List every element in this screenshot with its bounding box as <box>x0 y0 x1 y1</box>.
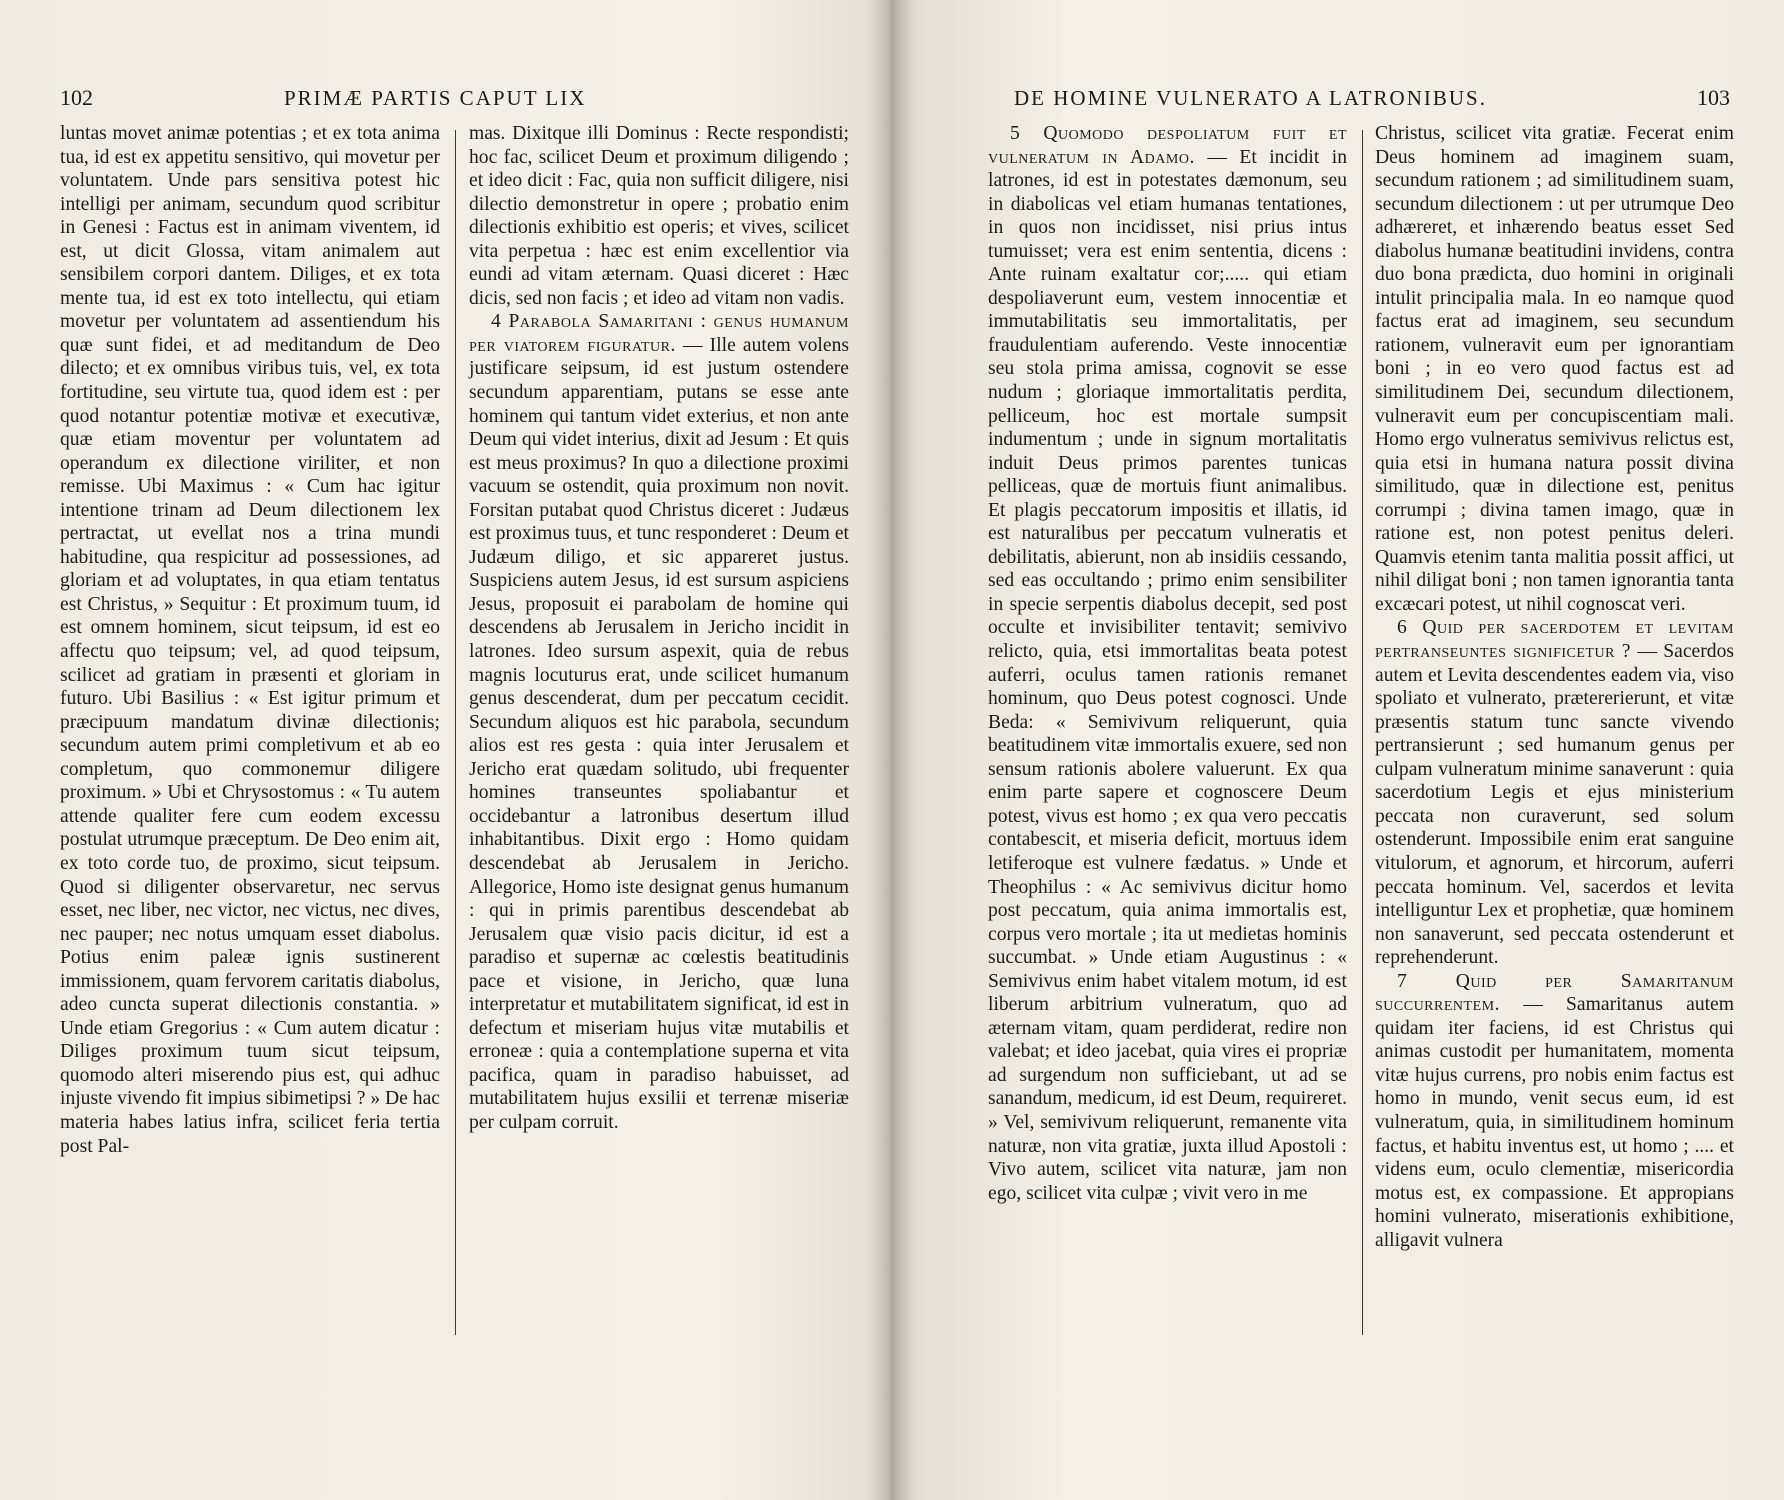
right-column-2 <box>1375 122 1734 1335</box>
columns-left <box>60 122 850 1335</box>
section-paragraph <box>469 310 849 1134</box>
left-column-2 <box>469 122 849 1335</box>
page-number-left: 102 <box>60 85 93 110</box>
text-block: luntas movet animæ potentias ; et ex tota anima tua, id est ex appetitu sensitivo, qui movetur per voluntatem. Unde pars sensitiva potest hic intelligi per animam, secundum quod scribitur in Genesi : Factus est in animam viventem, id est, ut dicit Glossa, vitam animalem aut sensibilem corpori dantem. Diliges, et ex tota mente tua, id est ex toto intellectu, qui etiam movetur per voluntatem ad assentiendum his quæ sunt fidei, et ad meditandum de Deo dilecto; et ex omnibus viribus tuis, vel, ex tota fortitudine, seu virtute tua, quod idem est : per quod notantur potentiæ motivæ et executivæ, quæ etiam moventur per voluntatem ad operandum ex dilectione viriliter, et non remisse. Ubi Maximus : « Cum hac igitur intentione trinam ad Deum dilectionem lex pertractat, ut evellat nos a trina mundi habitudine, qua respicitur ad possessiones, ad gloriam et ad voluptates, in qua etiam tentatus est Christus, » Sequitur : Et proximum tuum, id est omnem hominem, sicut teipsum, id est eo affectu quo teipsum; vel, ad quod teipsum, scilicet ad gratiam in præsenti et gloriam in futuro. Ubi Basilius : « Est igitur primum et præcipuum mandatum divinæ dilectionis; secundum autem primi completivum et ab eo completum, quo commonemur diligere proximum. » Ubi et Chrysostomus : « Tu autem attende qualiter fere cum eodem excessu postulat utrumque præceptum. De Deo enim ait, ex toto corde tuo, de proximo, sicut teipsum. Quod si diligenter observaretur, nec servus esset, nec liber, nec victor, nec victus, nec dives, nec pauper; nec notus umquam esset diabolus. Potius enim paleæ ignis sustinerent immissionem, quam fervorem caritatis diabolus, adeo cuncta superat dilectionis constantia. » Unde etiam Gregorius : « Cum autem dicatur : Diliges proximum tuum sicut teipsum, quomodo alteri miserendo pius est, qui adhuc injuste vivendo fit impius sibimetipsi ? » De hac materia habes latius infra, scilicet feria tertia post Pal- <box>60 123 440 1157</box>
running-head-right <box>1014 82 1730 114</box>
page-number-right: 103 <box>1697 85 1730 110</box>
running-head-left <box>60 82 850 114</box>
right-page <box>892 0 1784 1500</box>
section-paragraph <box>1375 616 1734 969</box>
text-block: — Et incidit in latrones, id est in potestates dæmonum, seu in diabolicas vel etiam humanas tentationes, in quos non incidisset, nisi prius intus tumuisset; vera est enim sententia, dicens : Ante ruinam exaltatur cor;..... qui etiam despoliaverunt eum, vestem innocentiæ et immutabilitatis seu immortalitatis, per fraudulentiam auferendo. Veste innocentiæ seu stola prima amissa, cognovit se esse nudum ; gloriaque immortalitatis perdita, pelliceum, hoc est mortale sumpsit indumentum ; unde in signum mortalitatis induit Deus primos parentes tunicas pelliceas, quæ de mortuis fiunt animalibus. Et plagis peccatorum impositis et illatis, id est naturalibus per peccatum vulneratis et debilitatis, abierunt, non ab insidiis cessando, sed eas occultando ; primo enim sensibiliter in specie serpentis diabolus decepit, sed post occulte et invisibiliter tentavit; semivivo relicto, quia, etsi immortalitas beata potest auferri, oculus tamen rationis remanet hominum, quo Deus potest cognosci. Unde Beda: « Semivivum reliquerunt, quia beatitudinem vitæ immortalis exuere, sed non sensum rationis abolere valuerunt. Ex qua enim parte sapere et cognoscere Deum potest, vivus est homo ; ex qua vero peccatis contabescit, et miseria deficit, mortuus idem letiferoque est vulnere fædatus. » Unde et Theophilus : « Ac semivivus dicitur homo post peccatum, quia anima immortalis est, corpus vero mortale ; ita ut medietas hominis succumbat. » Unde etiam Augustinus : « Semivivus enim habet vitalem motum, id est liberum arbitrium vulneratum, quo ad æternam vitam, quam perdiderat, redire non valebat; et ideo jacebat, quia vires ei propriæ ad surgendum non sufficiebant, ut ad se sanandum, medicum, id est Deum, requireret. » Vel, semivivum reliquerunt, remanente vita naturæ, non vita gratiæ, juxta illud Apostoli : Vivo autem, scilicet vita naturæ, jam non ego, scilicet vita culpæ ; vivit vero in me <box>988 146 1347 1204</box>
text-block: mas. Dixitque illi Dominus : Recte respondisti; hoc fac, scilicet Deum et proximum diligendo ; et ideo dicit : Fac, quia non sufficit diligere, nisi dilectio demonstretur in opere ; probatio enim dilectionis exhibitio est operis; et vives, scilicet vita perpetua : hæc est enim excellentior via eundi ad vitam æternam. Quasi diceret : Hæc dicis, sed non facis ; et ideo ad vitam non vadis. <box>469 123 849 309</box>
section-paragraph <box>1375 970 1734 1253</box>
column-rule <box>455 130 456 1335</box>
text-block: — Samaritanus autem quidam iter faciens, id est Christus qui animas custodit per humanitatem, momenta vitæ hujus currens, pro nobis enim factus est homo in mundo, venit secus eum, id est vulneratum, quia, in similitudinem hominum factus, et habitu inventus est, ut homo ; .... et videns eum, oculo clementiæ, misericordia motus est, ex compassione. Et appropians homini vulnerato, miserationis exhibitione, alligavit vulnera <box>1375 994 1734 1251</box>
column-rule <box>1362 130 1363 1335</box>
right-column-1 <box>988 122 1347 1335</box>
left-column-1 <box>60 122 440 1335</box>
section-heading: 7 Quid per Samaritanum succurrentem. <box>1375 970 1734 1016</box>
text-block: — Sacerdos autem et Levita descendentes eadem via, viso spoliato et vulnerato, prætererierunt, et vitæ præsentis statum tunc sancte vivendo pertransierunt ; sed humanum genus per culpam vulneratum minime sanaverunt : quia sacerdotium Legis et ejus ministerium peccata non curaverunt, sed solum ostenderunt. Impossibile enim erat sanguine vitulorum, et agnorum, et hircorum, auferri peccata hominum. Vel, sacerdos et levita intelliguntur Lex et prophetiæ, quæ hominem non sanaverunt, sed peccata ostenderunt et reprehenderunt. <box>1375 641 1735 969</box>
section-paragraph <box>988 122 1347 1205</box>
section-heading: 5 Quomodo despoliatum fuit et vulneratum in Adamo. <box>988 123 1347 168</box>
running-title-right: DE HOMINE VULNERATO A LATRONIBUS. <box>1014 86 1487 110</box>
columns-right <box>988 122 1736 1335</box>
text-block: — Ille autem volens justificare seipsum, id est justum ostendere secundum apparentiam, putans se esse ante hominem qui tantum videt exterius, et non ante Deum qui videt interius, dixit ad Jesum : Et quis est meus proximus? In quo a dilectione proximi vacuum se ostendit, quia proximum non novit. Forsitan putabat quod Christus diceret : Judæus est proximus tuus, et tunc responderet : Deum et Judæum diligo, et sic appareret justus. Suspiciens autem Jesus, id est sursum aspiciens Jesus, proposuit ei parabolam de homine qui descendens ab Jerusalem in Jericho incidit in latrones. Ideo sursum aspexit, quia de rebus magnis locuturus erat, unde scilicet humanum genus descenderat, dum per peccatum cecidit. Secundum aliquos est hic parabola, secundum alios est res gesta : quia inter Jerusalem et Jericho erat quædam solitudo, ubi frequenter homines transeuntes spoliabantur et occidebantur a latronibus desertum illud inhabitantibus. Dixit ergo : Homo quidam descendebat ab Jerusalem in Jericho. Allegorice, Homo iste designat genus humanum : qui in primis parentibus descendebat ab Jerusalem quæ visio pacis dicitur, id est a paradiso et supernæ ac cœlestis beatitudinis pace et visione, in Jericho, quæ luna interpretatur et mutabilitatem significat, id est in defectum et miseriam hujus vitæ mutabilis et erroneæ : quia a contemplatione superna et vita pacifica, quam in paradiso habuisset, ad mutabilitatem hujus exsilii et terrenæ miseriæ per culpam corruit. <box>469 334 849 1133</box>
text-block: Christus, scilicet vita gratiæ. Fecerat enim Deus hominem ad imaginem suam, secundum rationem ; ad similitudinem suam, secundum dilectionem : ut per utrumque Deo adhæreret, et inhærendo beatus esset Sed diabolus humanæ beatitudini invidens, contra duo bona prædicta, duo homini in originali intulit principalia mala. In eo namque quod factus erat ad imaginem, seu secundum rationem, vulneravit eum per ignorantiam boni ; in eo vero quod factus est ad similitudinem Dei, secundum dilectionem, vulneravit eum per concupiscentiam mali. Homo ergo vulneratus semivivus relictus est, quia etsi in humana natura possit divina similitudo, quæ in dilectione est, penitus corrumpi ; divina tamen imago, quæ in ratione est, non potest penitus deleri. Quamvis etenim tanta malitia possit affici, ut nihil diligat boni ; non tamen ignorantia tanta excæcari potest, ut nihil cognoscat veri. <box>1375 123 1734 615</box>
running-title-left: PRIMÆ PARTIS CAPUT LIX <box>284 86 587 110</box>
section-heading: 6 Quid per sacerdotem et levitam pertranseuntes significetur ? <box>1375 617 1734 663</box>
section-heading: 4 Parabola Samaritani : genus humanum per viatorem figuratur. <box>469 311 849 356</box>
